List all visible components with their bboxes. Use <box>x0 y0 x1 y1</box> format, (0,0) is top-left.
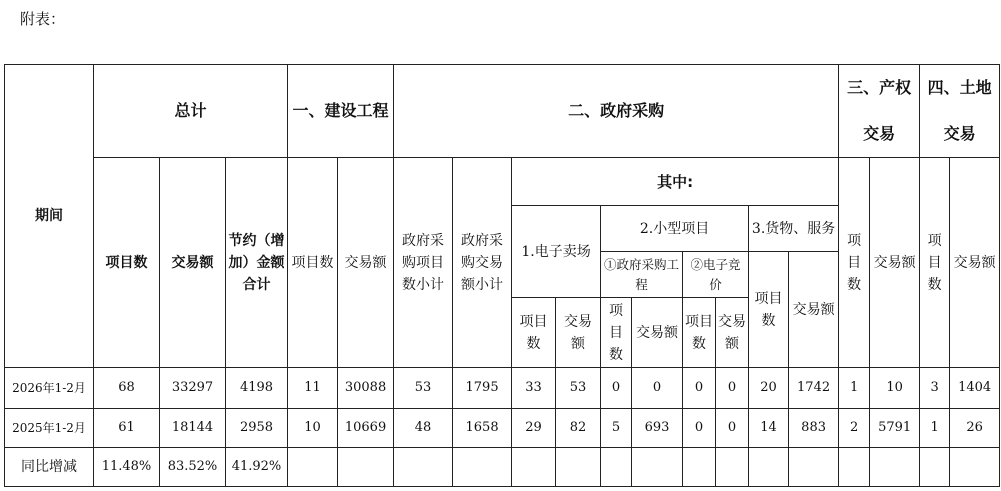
table-cell <box>789 448 839 487</box>
table-cell <box>338 448 394 487</box>
header-property: 三、产权交易 <box>839 65 920 158</box>
table-cell: 0 <box>683 408 716 448</box>
table-cell: 26 <box>950 408 1000 448</box>
table-cell <box>870 448 920 487</box>
table-cell: 1658 <box>453 408 512 448</box>
table-cell: 10669 <box>338 408 394 448</box>
table-cell: 2958 <box>226 408 288 448</box>
table-cell <box>512 448 556 487</box>
header-total-amount: 交易额 <box>160 158 226 368</box>
header-goods-amount: 交易额 <box>789 252 839 368</box>
table-cell: 10 <box>870 368 920 409</box>
table-cell: 41.92% <box>226 448 288 487</box>
header-land: 四、土地交易 <box>920 65 1000 158</box>
header-savings: 节约（增加）金额合计 <box>226 158 288 368</box>
header-small-eng-count: 项目数 <box>601 298 632 368</box>
table-cell: 53 <box>556 368 601 409</box>
table-cell: 693 <box>632 408 683 448</box>
table-cell <box>839 448 870 487</box>
table-cell: 5791 <box>870 408 920 448</box>
table-cell: 4198 <box>226 368 288 409</box>
table-cell: 0 <box>632 368 683 409</box>
header-small-projects: 2.小型项目 <box>601 206 749 252</box>
table-cell: 10 <box>288 408 338 448</box>
table-cell <box>601 448 632 487</box>
statistics-table <box>4 64 1000 487</box>
header-proc-count-subtotal: 政府采购项目数小计 <box>394 158 453 368</box>
header-small-bid-amount: 交易额 <box>716 298 749 368</box>
row-period: 2026年1-2月 <box>5 368 94 409</box>
table-cell <box>394 448 453 487</box>
table-cell <box>632 448 683 487</box>
table-cell: 883 <box>789 408 839 448</box>
table-cell: 1404 <box>950 368 1000 409</box>
table-body <box>5 368 1000 487</box>
header-construction: 一、建设工程 <box>288 65 394 158</box>
table-cell: 3 <box>920 368 950 409</box>
table-cell <box>950 448 1000 487</box>
table-cell <box>556 448 601 487</box>
header-total-count: 项目数 <box>94 158 160 368</box>
table-cell <box>716 448 749 487</box>
row-period: 同比增减 <box>5 448 94 487</box>
table-row <box>5 368 1000 409</box>
header-procurement: 二、政府采购 <box>394 65 839 158</box>
table-cell: 0 <box>716 408 749 448</box>
header-emall: 1.电子卖场 <box>512 206 601 298</box>
table-cell: 20 <box>749 368 789 409</box>
header-goods-count: 项目数 <box>749 252 789 368</box>
table-cell: 11 <box>288 368 338 409</box>
header-goods-services: 3.货物、服务 <box>749 206 839 252</box>
table-cell: 0 <box>716 368 749 409</box>
header-small-eng-amount: 交易额 <box>632 298 683 368</box>
table-cell: 1795 <box>453 368 512 409</box>
table-cell: 53 <box>394 368 453 409</box>
table-cell <box>453 448 512 487</box>
header-construction-amount: 交易额 <box>338 158 394 368</box>
table-cell: 11.48% <box>94 448 160 487</box>
table-cell: 82 <box>556 408 601 448</box>
table-cell: 14 <box>749 408 789 448</box>
header-among: 其中: <box>512 158 839 206</box>
table-caption: 附表： <box>20 10 66 28</box>
table-cell: 29 <box>512 408 556 448</box>
table-cell: 68 <box>94 368 160 409</box>
table-cell: 2 <box>839 408 870 448</box>
table-cell: 5 <box>601 408 632 448</box>
table-cell: 1 <box>839 368 870 409</box>
header-small-bidding: ②电子竞价 <box>683 252 749 298</box>
header-proc-amount-subtotal: 政府采购交易额小计 <box>453 158 512 368</box>
table-cell <box>288 448 338 487</box>
table-cell <box>920 448 950 487</box>
table-cell: 30088 <box>338 368 394 409</box>
header-construction-count: 项目数 <box>288 158 338 368</box>
header-land-amount: 交易额 <box>950 158 1000 368</box>
table-cell: 18144 <box>160 408 226 448</box>
table-cell: 0 <box>601 368 632 409</box>
header-emall-count: 项目数 <box>512 298 556 368</box>
table-cell: 48 <box>394 408 453 448</box>
table-cell: 1 <box>920 408 950 448</box>
header-property-amount: 交易额 <box>870 158 920 368</box>
table-cell: 1742 <box>789 368 839 409</box>
table-cell <box>749 448 789 487</box>
header-land-count: 项目数 <box>920 158 950 368</box>
header-small-bid-count: 项目数 <box>683 298 716 368</box>
table-cell: 0 <box>683 368 716 409</box>
header-emall-amount: 交易额 <box>556 298 601 368</box>
table-cell: 83.52% <box>160 448 226 487</box>
table-cell: 33 <box>512 368 556 409</box>
header-property-count: 项目数 <box>839 158 870 368</box>
header-period: 期间 <box>5 65 94 368</box>
header-small-engineering: ①政府采购工程 <box>601 252 683 298</box>
row-period: 2025年1-2月 <box>5 408 94 448</box>
table-row <box>5 408 1000 448</box>
table-row <box>5 448 1000 487</box>
table-cell <box>683 448 716 487</box>
header-total: 总计 <box>94 65 288 158</box>
table-cell: 33297 <box>160 368 226 409</box>
table-cell: 61 <box>94 408 160 448</box>
